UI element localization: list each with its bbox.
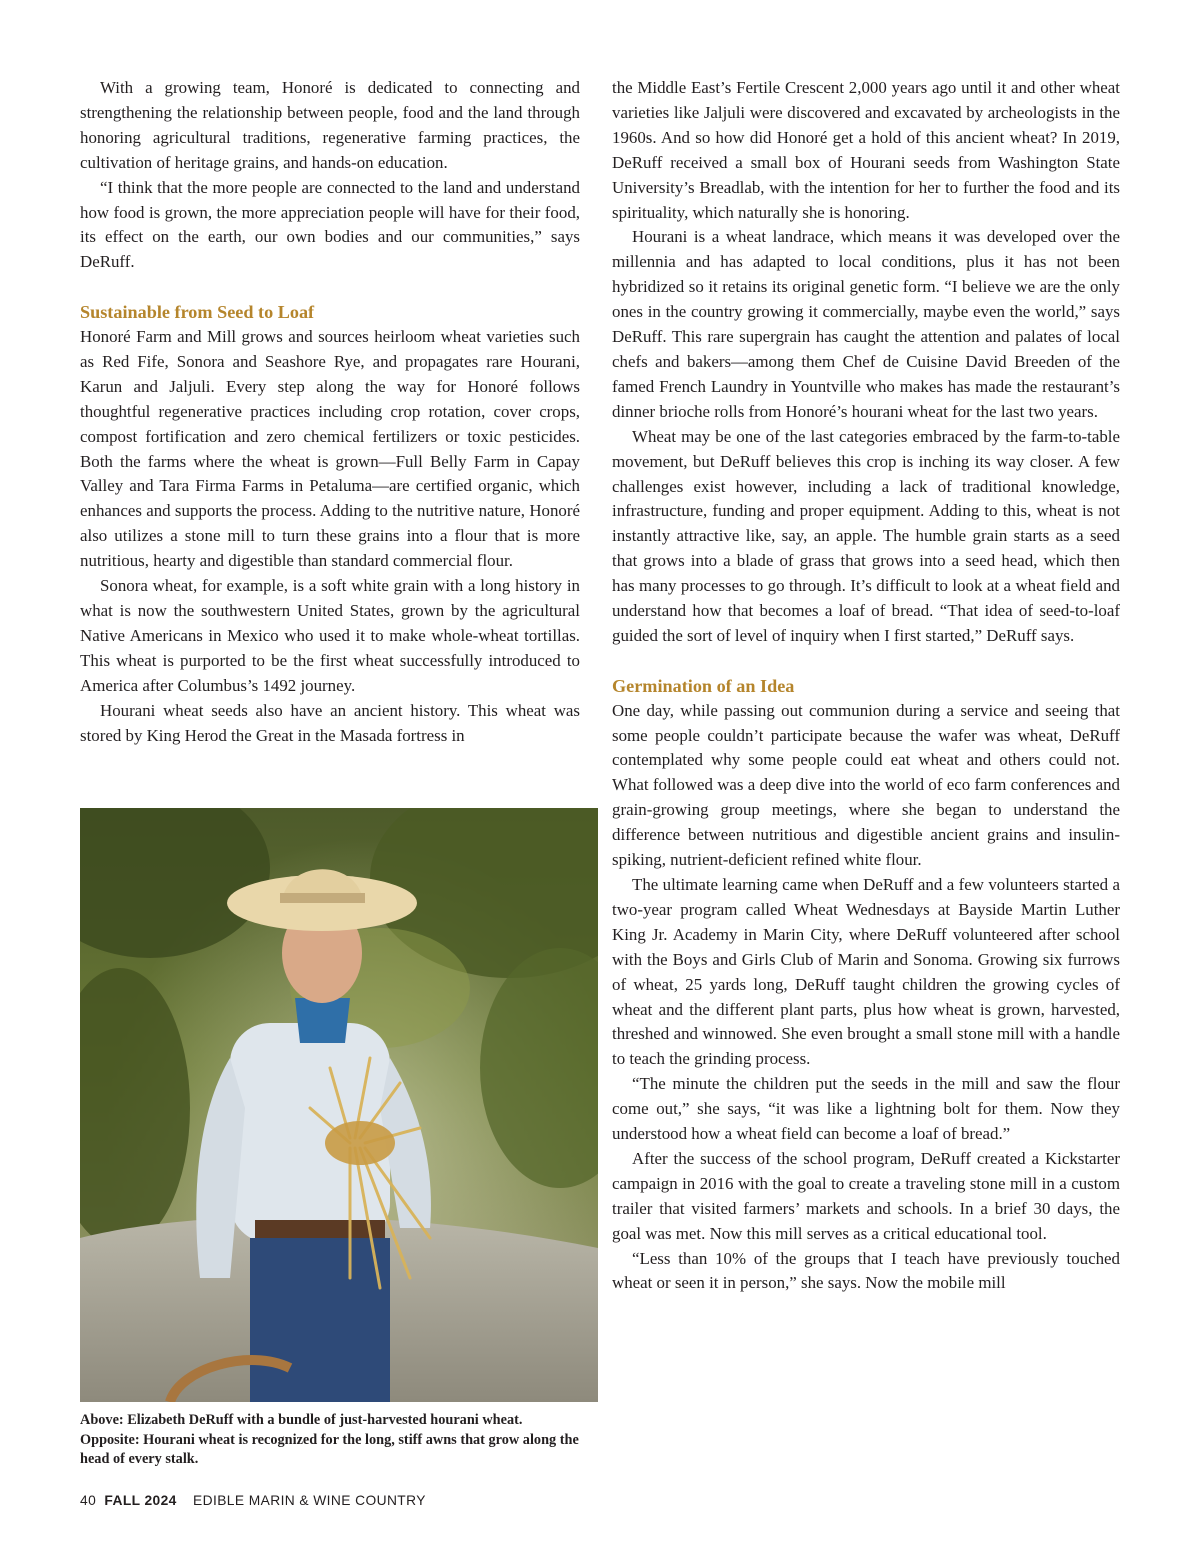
photo-caption — [80, 1411, 590, 1470]
body-paragraph: Hourani is a wheat landrace, which means it was developed over the millennia and has adapted to local conditions, plus it has not been hybridized so it retains its original genetic form. “I believe we are the only ones in the country growing it commercially, maybe even the world,” says DeRuff. This rare supergrain has caught the attention and palates of local chefs and bakers—among them Chef de Cuisine David Breeden of the famed French Laundry in Yountville who makes has made the restaurant’s dinner brioche rolls from Honoré’s hourani wheat for the last two years. — [612, 227, 1120, 421]
body-paragraph: “I think that the more people are connected to the land and understand how food is grown, the more appreciation people will have for their food, its effect on the earth, our own bodies and our communities,” says DeRuff. — [80, 177, 580, 272]
section-heading: Germination of an Idea — [612, 675, 795, 696]
body-paragraph: Wheat may be one of the last categories embraced by the farm-to-table movement, but DeRuff believes this crop is inching its way closer. A few challenges exist however, including a lack of traditional knowledge, infrastructure, funding and proper equipment. Adding to this, wheat is not instantly attractive like, say, an apple. The humble grain starts as a seed that grows into a blade of grass that grows into a seed head, which then has many processes to go through. It’s difficult to look at a wheat field and understand how that becomes a loaf of bread. “That idea of seed-to-loaf guided the sort of level of inquiry when I first started,” DeRuff says. — [612, 426, 1120, 645]
body-paragraph: One day, while passing out communion during a service and seeing that some people couldn’t participate because the wafer was wheat, DeRuff contemplated why some people could eat wheat and others could not. What followed was a deep dive into the world of eco farm conferences and grain-growing group meetings, where she began to understand the difference between nutritious and digestible ancient grains and insulin-spiking, nutrient-deficient refined white flour. — [612, 700, 1120, 870]
body-paragraph: the Middle East’s Fertile Crescent 2,000 years ago until it and other wheat varieties like Jaljuli were discovered and excavated by archeologists in the 1960s. And so how did Honoré get a hold of this ancient wheat? In 2019, DeRuff received a small box of Hourani seeds from Washington State University’s Breadlab, with the intention for her to further the food and its spirituality, which naturally she is honoring. — [612, 78, 1120, 222]
caption-line: Above: Elizabeth DeRuff with a bundle of just-harvested hourani wheat. — [80, 1412, 523, 1428]
body-paragraph: With a growing team, Honoré is dedicated to connecting and strengthening the relationship between people, food and the land through honoring agricultural traditions, regenerative farming practices, the cultivation of heritage grains, and hands-on education. — [80, 78, 580, 172]
body-paragraph: The ultimate learning came when DeRuff and a few volunteers started a two-year program called Wheat Wednesdays at Bayside Martin Luther King Jr. Academy in Marin City, where DeRuff volunteered after school with the Boys and Girls Club of Marin and Sonoma. Growing six furrows of wheat, 25 yards long, DeRuff taught children the growing cycles of wheat and the different plant parts, plus how wheat is grown, harvested, threshed and winnowed. She even brought a small stone mill with a handle to teach the grinding process. — [612, 874, 1120, 1069]
body-paragraph: “Less than 10% of the groups that I teach have previously touched wheat or seen it in person,” she says. Now the mobile mill — [612, 1248, 1120, 1293]
section-gap — [80, 275, 580, 300]
body-paragraph: After the success of the school program, DeRuff created a Kickstarter campaign in 2016 with the goal to create a traveling stone mill in a custom trailer that visited farmers’ markets and schools. In a brief 30 days, the goal was met. Now this mill serves as a critical educational tool. — [612, 1148, 1120, 1243]
body-paragraph: Hourani wheat seeds also have an ancient history. This wheat was stored by King Herod the Great in the Masada fortress in — [80, 700, 580, 745]
issue-season: FALL 2024 — [104, 1493, 177, 1508]
feature-photo — [80, 808, 598, 1402]
section-heading: Sustainable from Seed to Loaf — [80, 302, 315, 323]
body-paragraph: Honoré Farm and Mill grows and sources heirloom wheat varieties such as Red Fife, Sonora and Seashore Rye, and propagates rare Hourani, Karun and Jaljuli. Every step along the way for Honoré follows thoughtful regenerative practices including crop rotation, cover crops, compost fortification and zero chemical fertilizers or toxic pesticides. Both the farms where the wheat is grown—Full Belly Farm in Capay Valley and Tara Firma Farms in Petaluma—are certified organic, which enhances and supports the process. Adding to the nutritive nature, Honoré also utilizes a stone mill to turn these grains into a flour that is more nutritious, hearty and digestible than standard commercial flour. — [80, 327, 580, 571]
left-column — [80, 76, 580, 748]
caption-line: Opposite: Hourani wheat is recognized for the long, stiff awns that grow along the head of every stalk. — [80, 1431, 579, 1468]
section-gap — [612, 649, 1120, 674]
body-paragraph: Sonora wheat, for example, is a soft white grain with a long history in what is now the southwestern United States, grown by the agricultural Native Americans in Mexico who used it to make whole-wheat tortillas. This wheat is purported to be the first wheat successfully introduced to America after Columbus’s 1492 journey. — [80, 576, 580, 695]
right-column — [612, 76, 1120, 1296]
page-number: 40 — [80, 1493, 97, 1508]
page-footer — [80, 1493, 426, 1508]
publication-name: EDIBLE MARIN & WINE COUNTRY — [193, 1493, 426, 1508]
body-paragraph: “The minute the children put the seeds in the mill and saw the flour come out,” she says, “it was like a lightning bolt for them. Now they understood how a wheat field can become a loaf of bread.” — [612, 1074, 1120, 1144]
